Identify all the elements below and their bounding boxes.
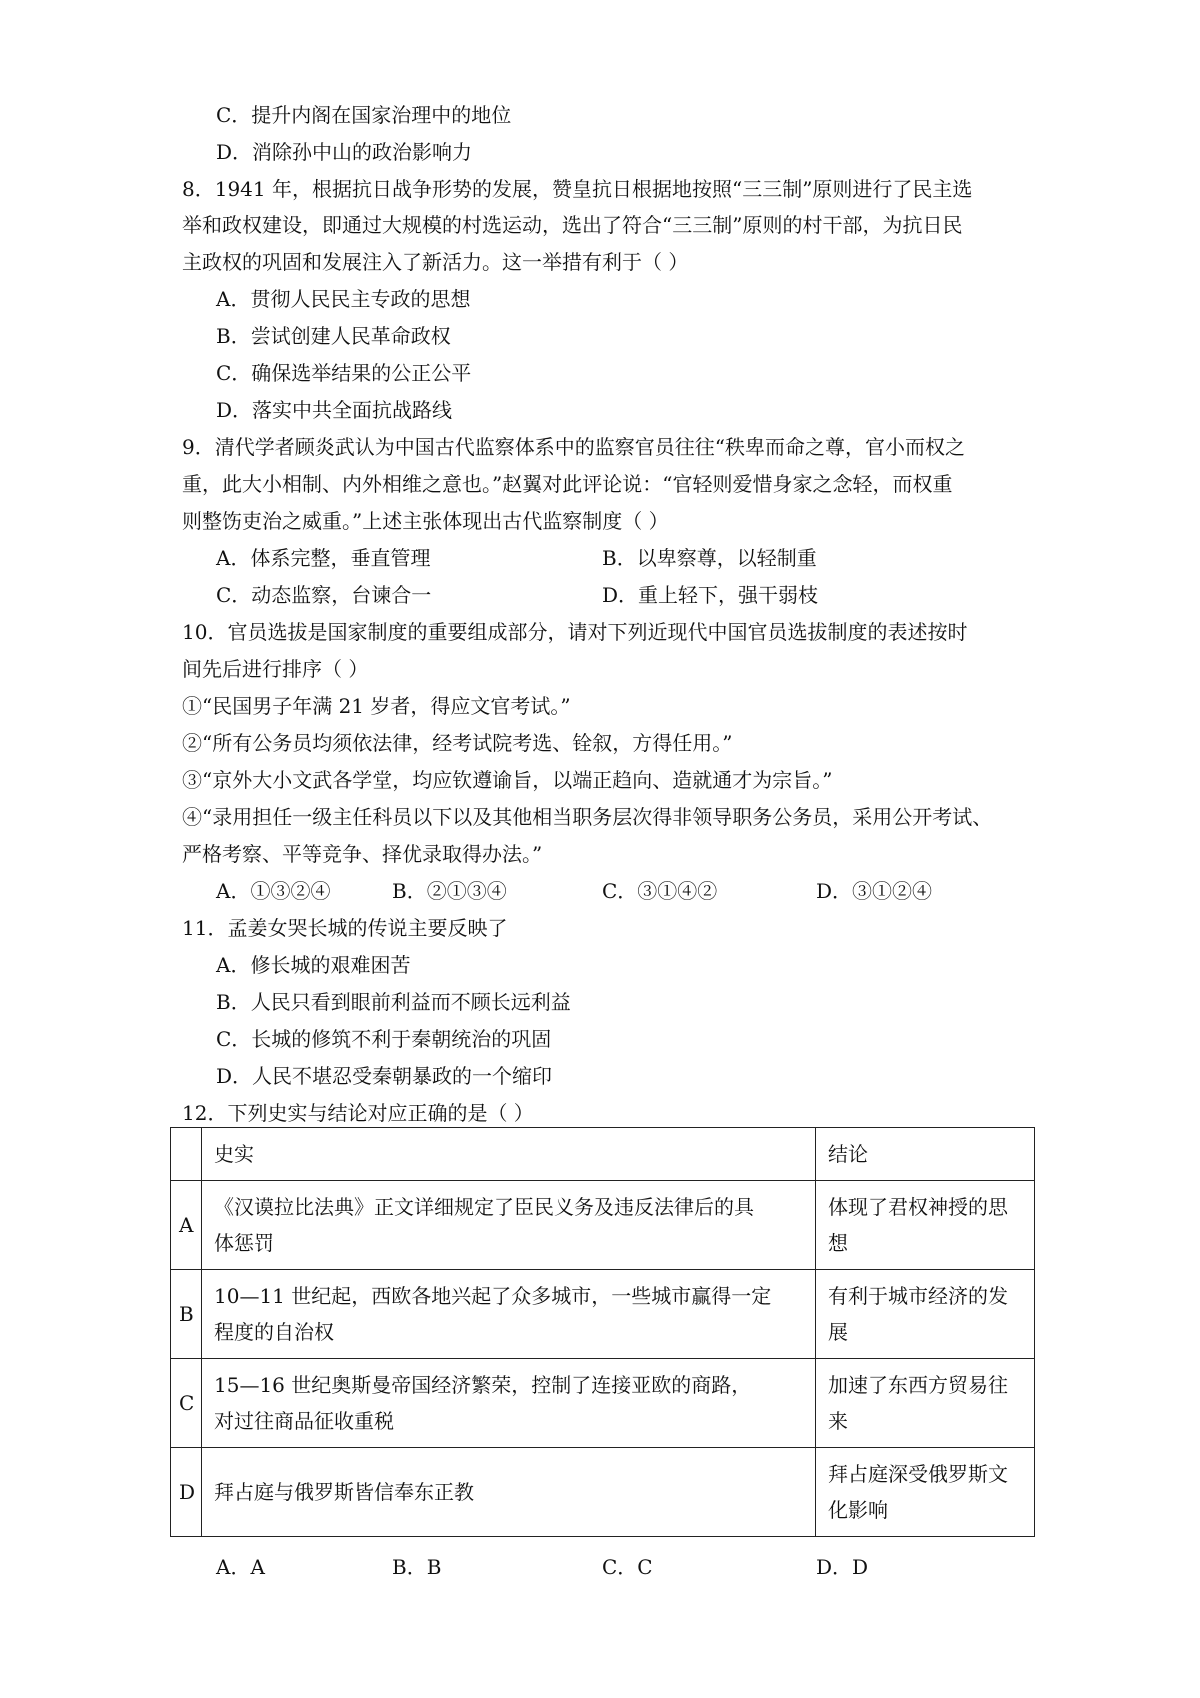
q9-stem-line-1: 9．清代学者顾炎武认为中国古代监察体系中的监察官员往往“秩卑而命之尊，官小而权之 xyxy=(182,435,965,459)
q9-option-d: D．重上轻下，强干弱枝 xyxy=(602,583,819,607)
q8-option-c: C．确保选举结果的公正公平 xyxy=(216,361,472,385)
q8-option-b: B．尝试创建人民革命政权 xyxy=(216,324,451,348)
row-fact-line: 15—16 世纪奥斯曼帝国经济繁荣，控制了连接亚欧的商路， xyxy=(214,1373,752,1397)
q9-stem-line-2: 重，此大小相制、内外相维之意也。”赵翼对此评论说：“官轻则爱惜身家之念轻，而权重 xyxy=(182,472,953,496)
row-fact xyxy=(202,1181,816,1270)
q11-option-c: C．长城的修筑不利于秦朝统治的巩固 xyxy=(216,1027,552,1051)
table-row xyxy=(171,1181,1035,1270)
row-conclusion-line: 想 xyxy=(828,1231,848,1255)
row-conclusion xyxy=(816,1359,1035,1448)
table-header-fact: 史实 xyxy=(202,1128,816,1181)
row-fact-line: 《汉谟拉比法典》正文详细规定了臣民义务及违反法律后的具 xyxy=(214,1195,754,1219)
q7-option-c: C．提升内阁在国家治理中的地位 xyxy=(216,103,512,127)
q12-stem: 12．下列史实与结论对应正确的是（ ） xyxy=(182,1101,534,1125)
row-conclusion-line: 展 xyxy=(828,1320,848,1344)
q8-stem-line-3: 主政权的巩固和发展注入了新活力。这一举措有利于（ ） xyxy=(182,250,689,274)
row-conclusion-line: 拜占庭深受俄罗斯文 xyxy=(828,1462,1008,1486)
q12-table xyxy=(170,1127,1035,1537)
q8-option-d: D．落实中共全面抗战路线 xyxy=(216,398,453,422)
row-key: C xyxy=(171,1359,202,1448)
row-key: D xyxy=(171,1448,202,1537)
q10-stem-line-2: 间先后进行排序（ ） xyxy=(182,657,369,681)
q8-option-a: A．贯彻人民民主专政的思想 xyxy=(216,287,471,311)
row-fact xyxy=(202,1448,816,1537)
row-fact xyxy=(202,1270,816,1359)
table-row xyxy=(171,1448,1035,1537)
row-conclusion-line: 来 xyxy=(828,1409,848,1433)
row-conclusion-line: 有利于城市经济的发 xyxy=(828,1284,1008,1308)
q11-option-d: D．人民不堪忍受秦朝暴政的一个缩印 xyxy=(216,1064,553,1088)
q10-option-a: A．①③②④ xyxy=(216,879,331,903)
q9-option-b: B．以卑察尊，以轻制重 xyxy=(602,546,817,570)
q10-item-3: ③“京外大小文武各学堂，均应钦遵谕旨，以端正趋向、造就通才为宗旨。” xyxy=(182,768,833,792)
q8-stem-line-2: 举和政权建设，即通过大规模的村选运动，选出了符合“三三制”原则的村干部，为抗日民 xyxy=(182,213,963,237)
q7-option-d: D．消除孙中山的政治影响力 xyxy=(216,140,473,164)
q12-option-a: A．A xyxy=(216,1555,265,1579)
row-fact-line: 体惩罚 xyxy=(214,1231,274,1255)
q11-option-a: A．修长城的艰难困苦 xyxy=(216,953,411,977)
q10-option-d: D．③①②④ xyxy=(816,879,933,903)
row-conclusion xyxy=(816,1181,1035,1270)
table-header-row xyxy=(171,1128,1035,1181)
row-key: A xyxy=(171,1181,202,1270)
q11-stem: 11．孟姜女哭长城的传说主要反映了 xyxy=(182,916,508,940)
q12-option-d: D．D xyxy=(816,1555,869,1579)
row-conclusion-line: 加速了东西方贸易往 xyxy=(828,1373,1008,1397)
table-header-key xyxy=(171,1128,202,1181)
q10-option-c: C．③①④② xyxy=(602,879,718,903)
q9-option-a: A．体系完整，垂直管理 xyxy=(216,546,431,570)
q12-option-c: C．C xyxy=(602,1555,653,1579)
q8-stem-line-1: 8．1941 年，根据抗日战争形势的发展，赞皇抗日根据地按照“三三制”原则进行了民主选 xyxy=(182,177,973,201)
row-fact-line: 对过往商品征收重税 xyxy=(214,1409,394,1433)
q10-item-1: ①“民国男子年满 21 岁者，得应文官考试。” xyxy=(182,694,571,718)
row-fact-line: 程度的自治权 xyxy=(214,1320,334,1344)
q10-option-b: B．②①③④ xyxy=(392,879,507,903)
q10-item-2: ②“所有公务员均须依法律，经考试院考选、铨叙，方得任用。” xyxy=(182,731,733,755)
q10-item-4-line-1: ④“录用担任一级主任科员以下以及其他相当职务层次得非领导职务公务员，采用公开考试、 xyxy=(182,805,993,829)
q11-option-b: B．人民只看到眼前利益而不顾长远利益 xyxy=(216,990,571,1014)
table-header-conclusion: 结论 xyxy=(816,1128,1035,1181)
row-fact-line: 拜占庭与俄罗斯皆信奉东正教 xyxy=(214,1480,474,1504)
row-conclusion xyxy=(816,1448,1035,1537)
row-conclusion-line: 化影响 xyxy=(828,1498,888,1522)
q12-option-b: B．B xyxy=(392,1555,442,1579)
table-row xyxy=(171,1270,1035,1359)
table-row xyxy=(171,1359,1035,1448)
row-conclusion-line: 体现了君权神授的思 xyxy=(828,1195,1008,1219)
q10-stem-line-1: 10．官员选拔是国家制度的重要组成部分，请对下列近现代中国官员选拔制度的表述按时 xyxy=(182,620,968,644)
row-conclusion xyxy=(816,1270,1035,1359)
row-key: B xyxy=(171,1270,202,1359)
q9-stem-line-3: 则整饬吏治之威重。”上述主张体现出古代监察制度（ ） xyxy=(182,509,669,533)
q9-option-c: C．动态监察，台谏合一 xyxy=(216,583,432,607)
row-fact xyxy=(202,1359,816,1448)
row-fact-line: 10—11 世纪起，西欧各地兴起了众多城市，一些城市赢得一定 xyxy=(214,1284,772,1308)
q10-item-4-line-2: 严格考察、平等竞争、择优录取得办法。” xyxy=(182,842,543,866)
